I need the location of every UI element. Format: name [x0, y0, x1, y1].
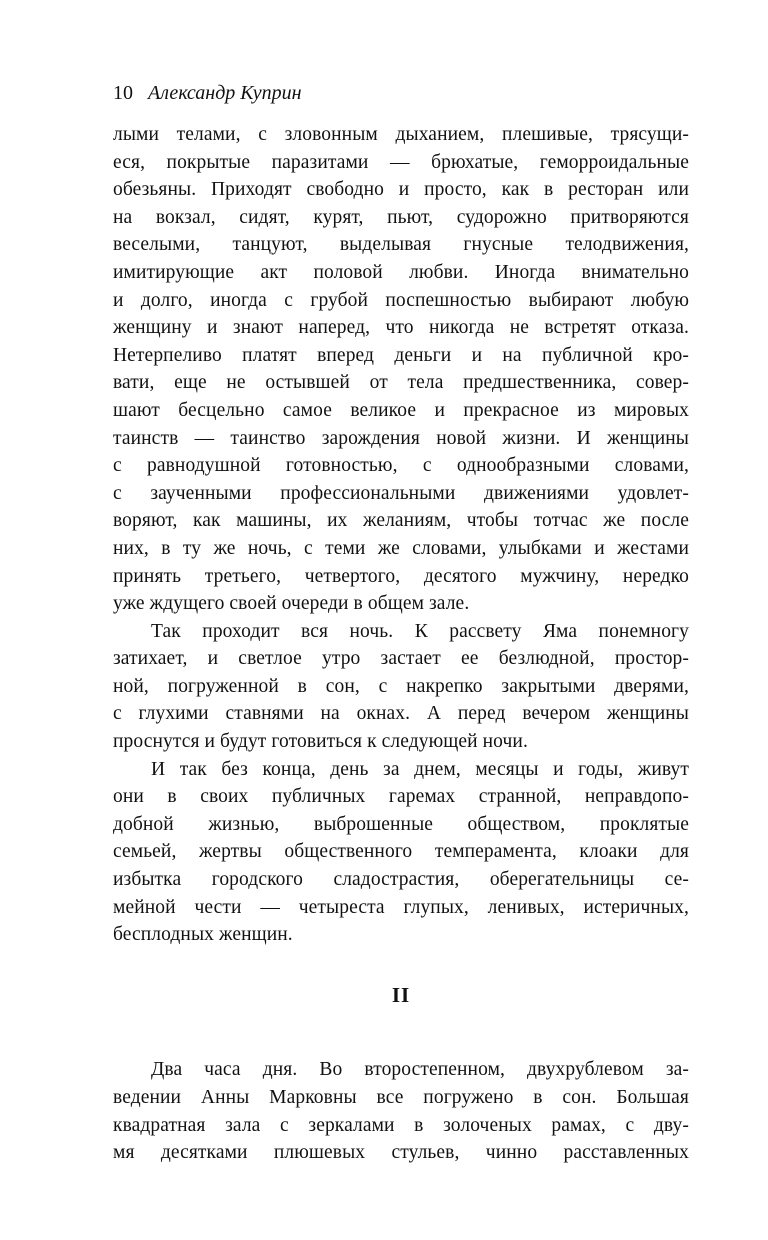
- text-line: таинств — таинство зарождения новой жизни. И женщины: [113, 427, 689, 449]
- text-line: веселыми, танцуют, выделывая гнусные телодвижения,: [113, 234, 689, 256]
- text-line: с заученными профессиональными движениями удовлет-: [113, 482, 689, 504]
- paragraph: [113, 121, 689, 618]
- text-line: добной жизнью, выброшенные обществом, проклятые: [113, 813, 689, 835]
- text-line: с равнодушной готовностью, с однообразными словами,: [113, 455, 689, 477]
- text-line: затихает, и светлое утро застает ее безлюдной, простор-: [113, 648, 689, 670]
- text-line: шают бесцельно самое великое и прекрасное из мировых: [113, 399, 689, 421]
- text-line: И так без конца, день за днем, месяцы и годы, живут: [151, 758, 689, 780]
- paragraph: [113, 756, 689, 949]
- text-line: избытка городского сладострастия, оберегательницы се-: [113, 869, 689, 891]
- running-title: Александр Куприн: [148, 82, 302, 104]
- page-number: 10: [113, 82, 133, 104]
- text-line: мейной чести — четыреста глупых, ленивых, истеричных,: [113, 896, 689, 918]
- text-line: семьей, жертвы общественного темперамента, клоаки для: [113, 841, 689, 863]
- text-line: уже ждущего своей очереди в общем зале.: [113, 593, 470, 615]
- text-column: [113, 82, 689, 1167]
- running-header: [113, 82, 689, 105]
- text-line: они в своих публичных гаремах странной, неправдопо-: [113, 786, 689, 808]
- text-line: с глухими ставнями на окнах. А перед вечером женщины: [113, 703, 689, 725]
- body-text: [113, 121, 689, 1167]
- text-line: ной, погруженной в сон, с накрепко закрытыми дверями,: [113, 675, 689, 697]
- text-line: воряют, как машины, их желаниям, чтобы тотчас же после: [113, 510, 689, 532]
- text-line: принять третьего, четвертого, десятого мужчину, нередко: [113, 565, 689, 587]
- text-line: квадратная зала с зеркалами в золоченых рамах, с дву-: [113, 1114, 689, 1136]
- text-line: на вокзал, сидят, курят, пьют, судорожно притворяются: [113, 206, 689, 228]
- text-line: них, в ту же ночь, с теми же словами, улыбками и жестами: [113, 537, 689, 559]
- text-line: женщину и знают наперед, что никогда не встретят отказа.: [113, 317, 689, 339]
- text-line: вати, еще не остывшей от тела предшественника, совер-: [113, 372, 689, 394]
- text-line: обезьяны. Приходят свободно и просто, как в ресторан или: [113, 179, 689, 201]
- text-line: ведении Анны Марковны все погружено в сон. Большая: [113, 1087, 689, 1108]
- text-line: Два часа дня. Во второстепенном, двухрублевом за-: [151, 1059, 689, 1081]
- text-line: проснутся и будут готовиться к следующей ночи.: [113, 731, 528, 753]
- text-line: Так проходит вся ночь. К рассвету Яма понемногу: [151, 620, 689, 642]
- text-line: Нетерпеливо платят вперед деньги и на публичной кро-: [113, 344, 689, 366]
- text-line: имитирующие акт половой любви. Иногда внимательно: [113, 261, 689, 283]
- text-line: бесплодных женщин.: [113, 924, 293, 946]
- chapter-heading: II: [391, 982, 411, 1007]
- paragraph: [113, 618, 689, 756]
- paragraph: [113, 1056, 689, 1166]
- text-line: лыми телами, с зловонным дыханием, плешивые, трясущи-: [113, 124, 689, 145]
- text-line: мя десятками плюшевых стульев, чинно расставленных: [113, 1142, 689, 1164]
- text-line: еся, покрытые паразитами — брюхатые, геморроидальные: [113, 151, 689, 173]
- text-line: и долго, иногда с грубой поспешностью выбирают любую: [113, 289, 689, 311]
